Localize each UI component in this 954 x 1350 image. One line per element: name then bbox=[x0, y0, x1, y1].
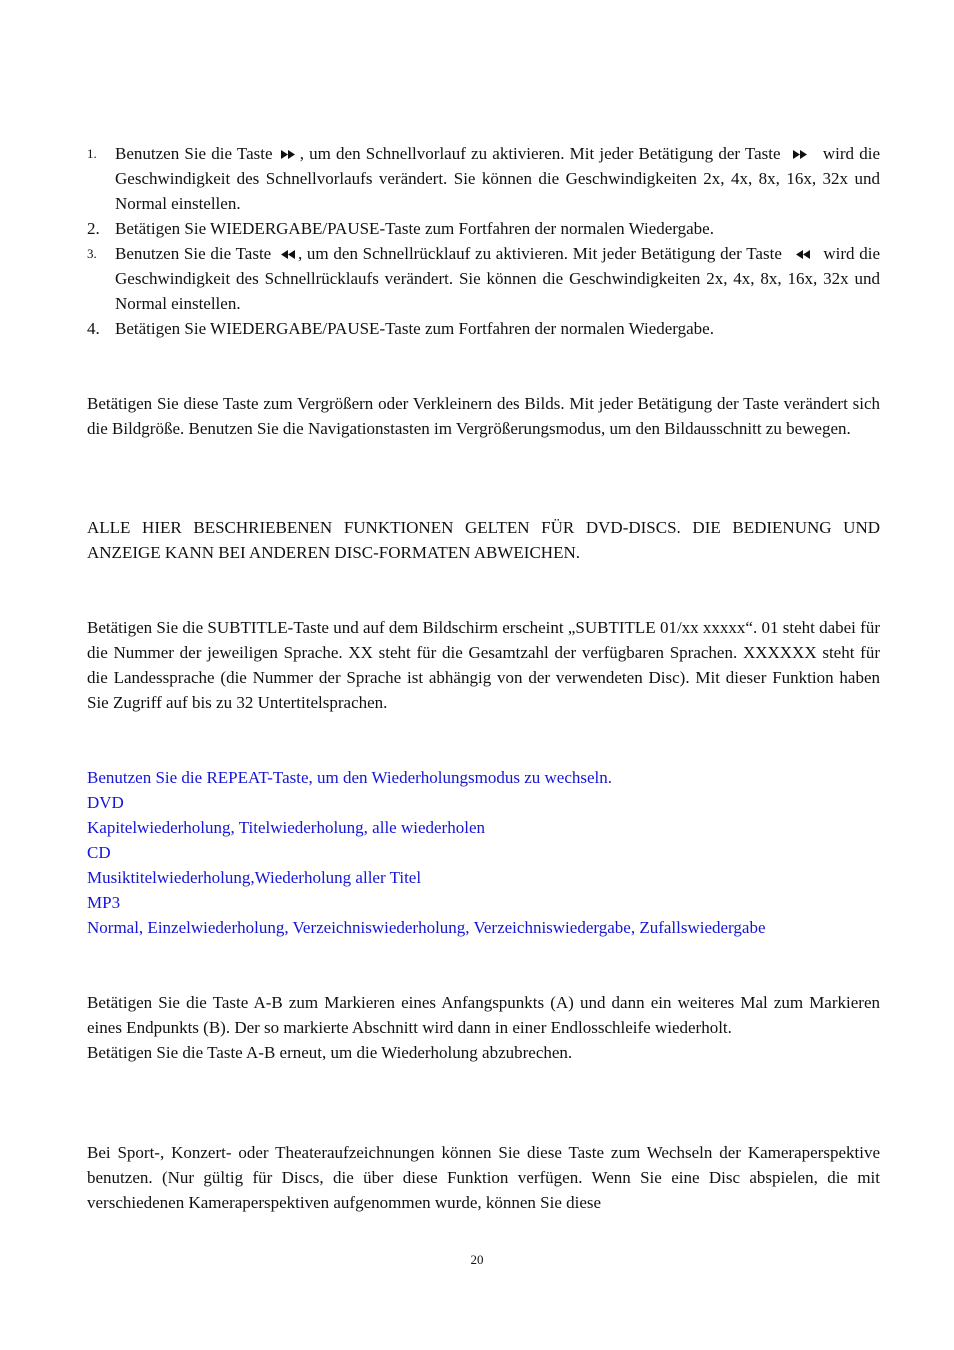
caps-notice-paragraph: ALLE HIER BESCHRIEBENEN FUNKTIONEN GELTEN FÜR DVD-DISCS. DIE BEDIENUNG UND ANZEIGE KANN BEI ANDEREN DISC-FORMATEN ABWEICHEN. bbox=[87, 518, 880, 562]
list-number: 4. bbox=[87, 319, 100, 338]
repeat-heading-mp3: MP3 bbox=[87, 893, 121, 912]
repeat-modes-dvd: Kapitelwiederholung, Titelwiederholung, alle wiederholen bbox=[87, 818, 485, 837]
zoom-paragraph: Betätigen Sie diese Taste zum Vergrößern oder Verkleinern des Bilds. Mit jeder Betätigung der Taste verändert sich die Bildgröße. Benutzen Sie die Navigationstasten im Vergrößerungsmodus, um den Bildausschnitt zu bewegen. bbox=[87, 394, 880, 438]
repeat-modes-cd: Musiktitelwiederholung,Wiederholung aller Titel bbox=[87, 868, 422, 887]
page-number: 20 bbox=[470, 1252, 484, 1267]
ab-repeat-paragraph: Betätigen Sie die Taste A-B zum Markieren eines Anfangspunkts (A) und dann ein weiteres Mal zum Markieren eines Endpunkts (B). Der so markierte Abschnitt wird dann in einer Endlosschleife wiederholt. bbox=[87, 993, 880, 1037]
list-item: 3. Benutzen Sie die Taste , um den Schnellrücklauf zu aktivieren. Mit jeder Betätigung der Taste wird die Geschwindigkeit des Schnellrücklaufs verändert. Sie können die Geschwindigkeiten 2x, 4x, 8x, 16x, 32x und Normal einstellen. bbox=[87, 241, 880, 316]
list-number: 2. bbox=[87, 219, 100, 238]
list-item: 1. Benutzen Sie die Taste , um den Schnellvorlauf zu aktivieren. Mit jeder Betätigung der Taste wird die Geschwindigkeit des Schnellvorlaufs verändert. Sie können die Geschwindigkeiten 2x, 4x, 8x, 16x, 32x und Normal einstellen. bbox=[87, 141, 880, 216]
list-number: 3. bbox=[87, 246, 97, 261]
fast-forward-icon bbox=[792, 149, 810, 160]
rewind-icon bbox=[278, 249, 296, 260]
repeat-heading-dvd: DVD bbox=[87, 793, 124, 812]
repeat-modes-mp3: Normal, Einzelwiederholung, Verzeichniswiederholung, Verzeichniswiedergabe, Zufallswiedergabe bbox=[87, 918, 766, 937]
repeat-heading-cd: CD bbox=[87, 843, 111, 862]
repeat-section bbox=[87, 765, 880, 940]
playback-speed-list bbox=[87, 141, 880, 341]
subtitle-paragraph: Betätigen Sie die SUBTITLE-Taste und auf dem Bildschirm erscheint „SUBTITLE 01/xx xxxxx“. 01 steht dabei für die Nummer der jeweiligen Sprache. XX steht für die Gesamtzahl der verfügbaren Sprachen. XXXXXX steht für die Landessprache (die Nummer der Sprache ist abhängig von der verwendeten Disc). Mit dieser Funktion haben Sie Zugriff auf bis zu 32 Untertitelsprachen. bbox=[87, 618, 880, 712]
list-item: 4. Betätigen Sie WIEDERGABE/PAUSE-Taste zum Fortfahren der normalen Wiedergabe. bbox=[87, 316, 880, 341]
list-item: 2. Betätigen Sie WIEDERGABE/PAUSE-Taste zum Fortfahren der normalen Wiedergabe. bbox=[87, 216, 880, 241]
ab-repeat-section bbox=[87, 990, 880, 1065]
list-number: 1. bbox=[87, 146, 97, 161]
angle-paragraph: Bei Sport-, Konzert- oder Theateraufzeichnungen können Sie diese Taste zum Wechseln der Kameraperspektive benutzen. (Nur gültig für Discs, die über diese Funktion verfügen. Wenn Sie eine Disc abspielen, die mit verschiedenen Kameraperspektiven aufgenommen wurde, können Sie diese bbox=[87, 1143, 880, 1212]
fast-forward-icon bbox=[280, 149, 298, 160]
rewind-icon bbox=[793, 249, 811, 260]
repeat-intro: Benutzen Sie die REPEAT-Taste, um den Wiederholungsmodus zu wechseln. bbox=[87, 768, 613, 787]
ab-cancel-paragraph: Betätigen Sie die Taste A-B erneut, um die Wiederholung abzubrechen. bbox=[87, 1043, 573, 1062]
